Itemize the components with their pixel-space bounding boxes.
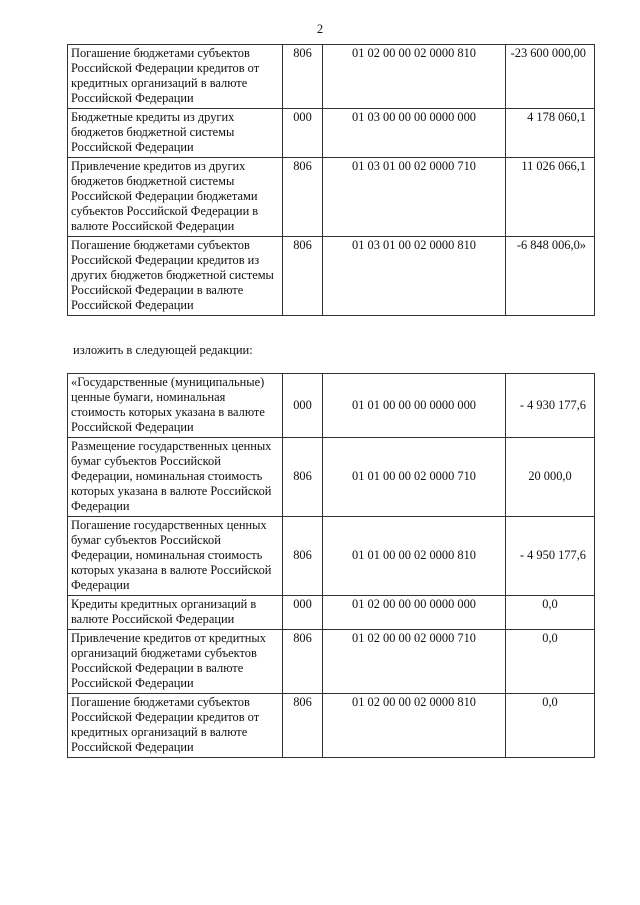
budget-code: 01 03 00 00 00 0000 000 <box>323 109 506 158</box>
page-number: 2 <box>316 22 324 36</box>
admin-code: 806 <box>283 517 323 596</box>
sources-table-old <box>67 44 595 316</box>
admin-code: 806 <box>283 45 323 109</box>
amount: 11 026 066,1 <box>506 158 595 237</box>
budget-code: 01 01 00 00 02 0000 810 <box>323 517 506 596</box>
amount: 4 178 060,1 <box>506 109 595 158</box>
admin-code: 806 <box>283 630 323 694</box>
table-row <box>68 694 595 758</box>
table-row <box>68 517 595 596</box>
row-name: Погашение бюджетами субъектов Российской Федерации кредитов от кредитных организаций в валюте Российской Федерации <box>68 694 283 758</box>
budget-code: 01 03 01 00 02 0000 710 <box>323 158 506 237</box>
table-row <box>68 158 595 237</box>
table-row <box>68 45 595 109</box>
admin-code: 000 <box>283 374 323 438</box>
table-row <box>68 374 595 438</box>
row-name: Привлечение кредитов от кредитных организаций бюджетами субъектов Российской Федерации в валюте Российской Федерации <box>68 630 283 694</box>
amount: 0,0 <box>506 630 595 694</box>
admin-code: 000 <box>283 109 323 158</box>
admin-code: 806 <box>283 694 323 758</box>
budget-code: 01 02 00 00 00 0000 000 <box>323 596 506 630</box>
row-name: «Государственные (муниципальные) ценные бумаги, номинальная стоимость которых указана в валюте Российской Федерации <box>68 374 283 438</box>
row-name: Размещение государственных ценных бумаг субъектов Российской Федерации, номинальная стоимость которых указана в валюте Российской Федерации <box>68 438 283 517</box>
row-name: Бюджетные кредиты из других бюджетов бюджетной системы Российской Федерации <box>68 109 283 158</box>
table-row <box>68 630 595 694</box>
admin-code: 806 <box>283 158 323 237</box>
row-name: Кредиты кредитных организаций в валюте Российской Федерации <box>68 596 283 630</box>
budget-code: 01 01 00 00 02 0000 710 <box>323 438 506 517</box>
budget-code: 01 02 00 00 02 0000 810 <box>323 694 506 758</box>
row-name: Погашение государственных ценных бумаг субъектов Российской Федерации, номинальная стоимость которых указана в валюте Российской Федерации <box>68 517 283 596</box>
amount: -6 848 006,0» <box>506 237 595 316</box>
amount: -23 600 000,00 <box>506 45 595 109</box>
amount: - 4 950 177,6 <box>506 517 595 596</box>
admin-code: 806 <box>283 237 323 316</box>
amount: - 4 930 177,6 <box>506 374 595 438</box>
table-row <box>68 237 595 316</box>
amount: 0,0 <box>506 694 595 758</box>
budget-code: 01 01 00 00 00 0000 000 <box>323 374 506 438</box>
admin-code: 806 <box>283 438 323 517</box>
table-row <box>68 438 595 517</box>
budget-code: 01 02 00 00 02 0000 710 <box>323 630 506 694</box>
amount: 0,0 <box>506 596 595 630</box>
row-name: Погашение бюджетами субъектов Российской Федерации кредитов от кредитных организаций в валюте Российской Федерации <box>68 45 283 109</box>
budget-code: 01 02 00 00 02 0000 810 <box>323 45 506 109</box>
amount: 20 000,0 <box>506 438 595 517</box>
sources-table-new <box>67 373 595 758</box>
admin-code: 000 <box>283 596 323 630</box>
amendment-text: изложить в следующей редакции: <box>73 343 253 357</box>
row-name: Погашение бюджетами субъектов Российской Федерации кредитов из других бюджетов бюджетной системы Российской Федерации в валюте Российской Федерации <box>68 237 283 316</box>
row-name: Привлечение кредитов из других бюджетов бюджетной системы Российской Федерации бюджетами субъектов Российской Федерации в валюте Российской Федерации <box>68 158 283 237</box>
budget-code: 01 03 01 00 02 0000 810 <box>323 237 506 316</box>
table-row <box>68 596 595 630</box>
table-row <box>68 109 595 158</box>
